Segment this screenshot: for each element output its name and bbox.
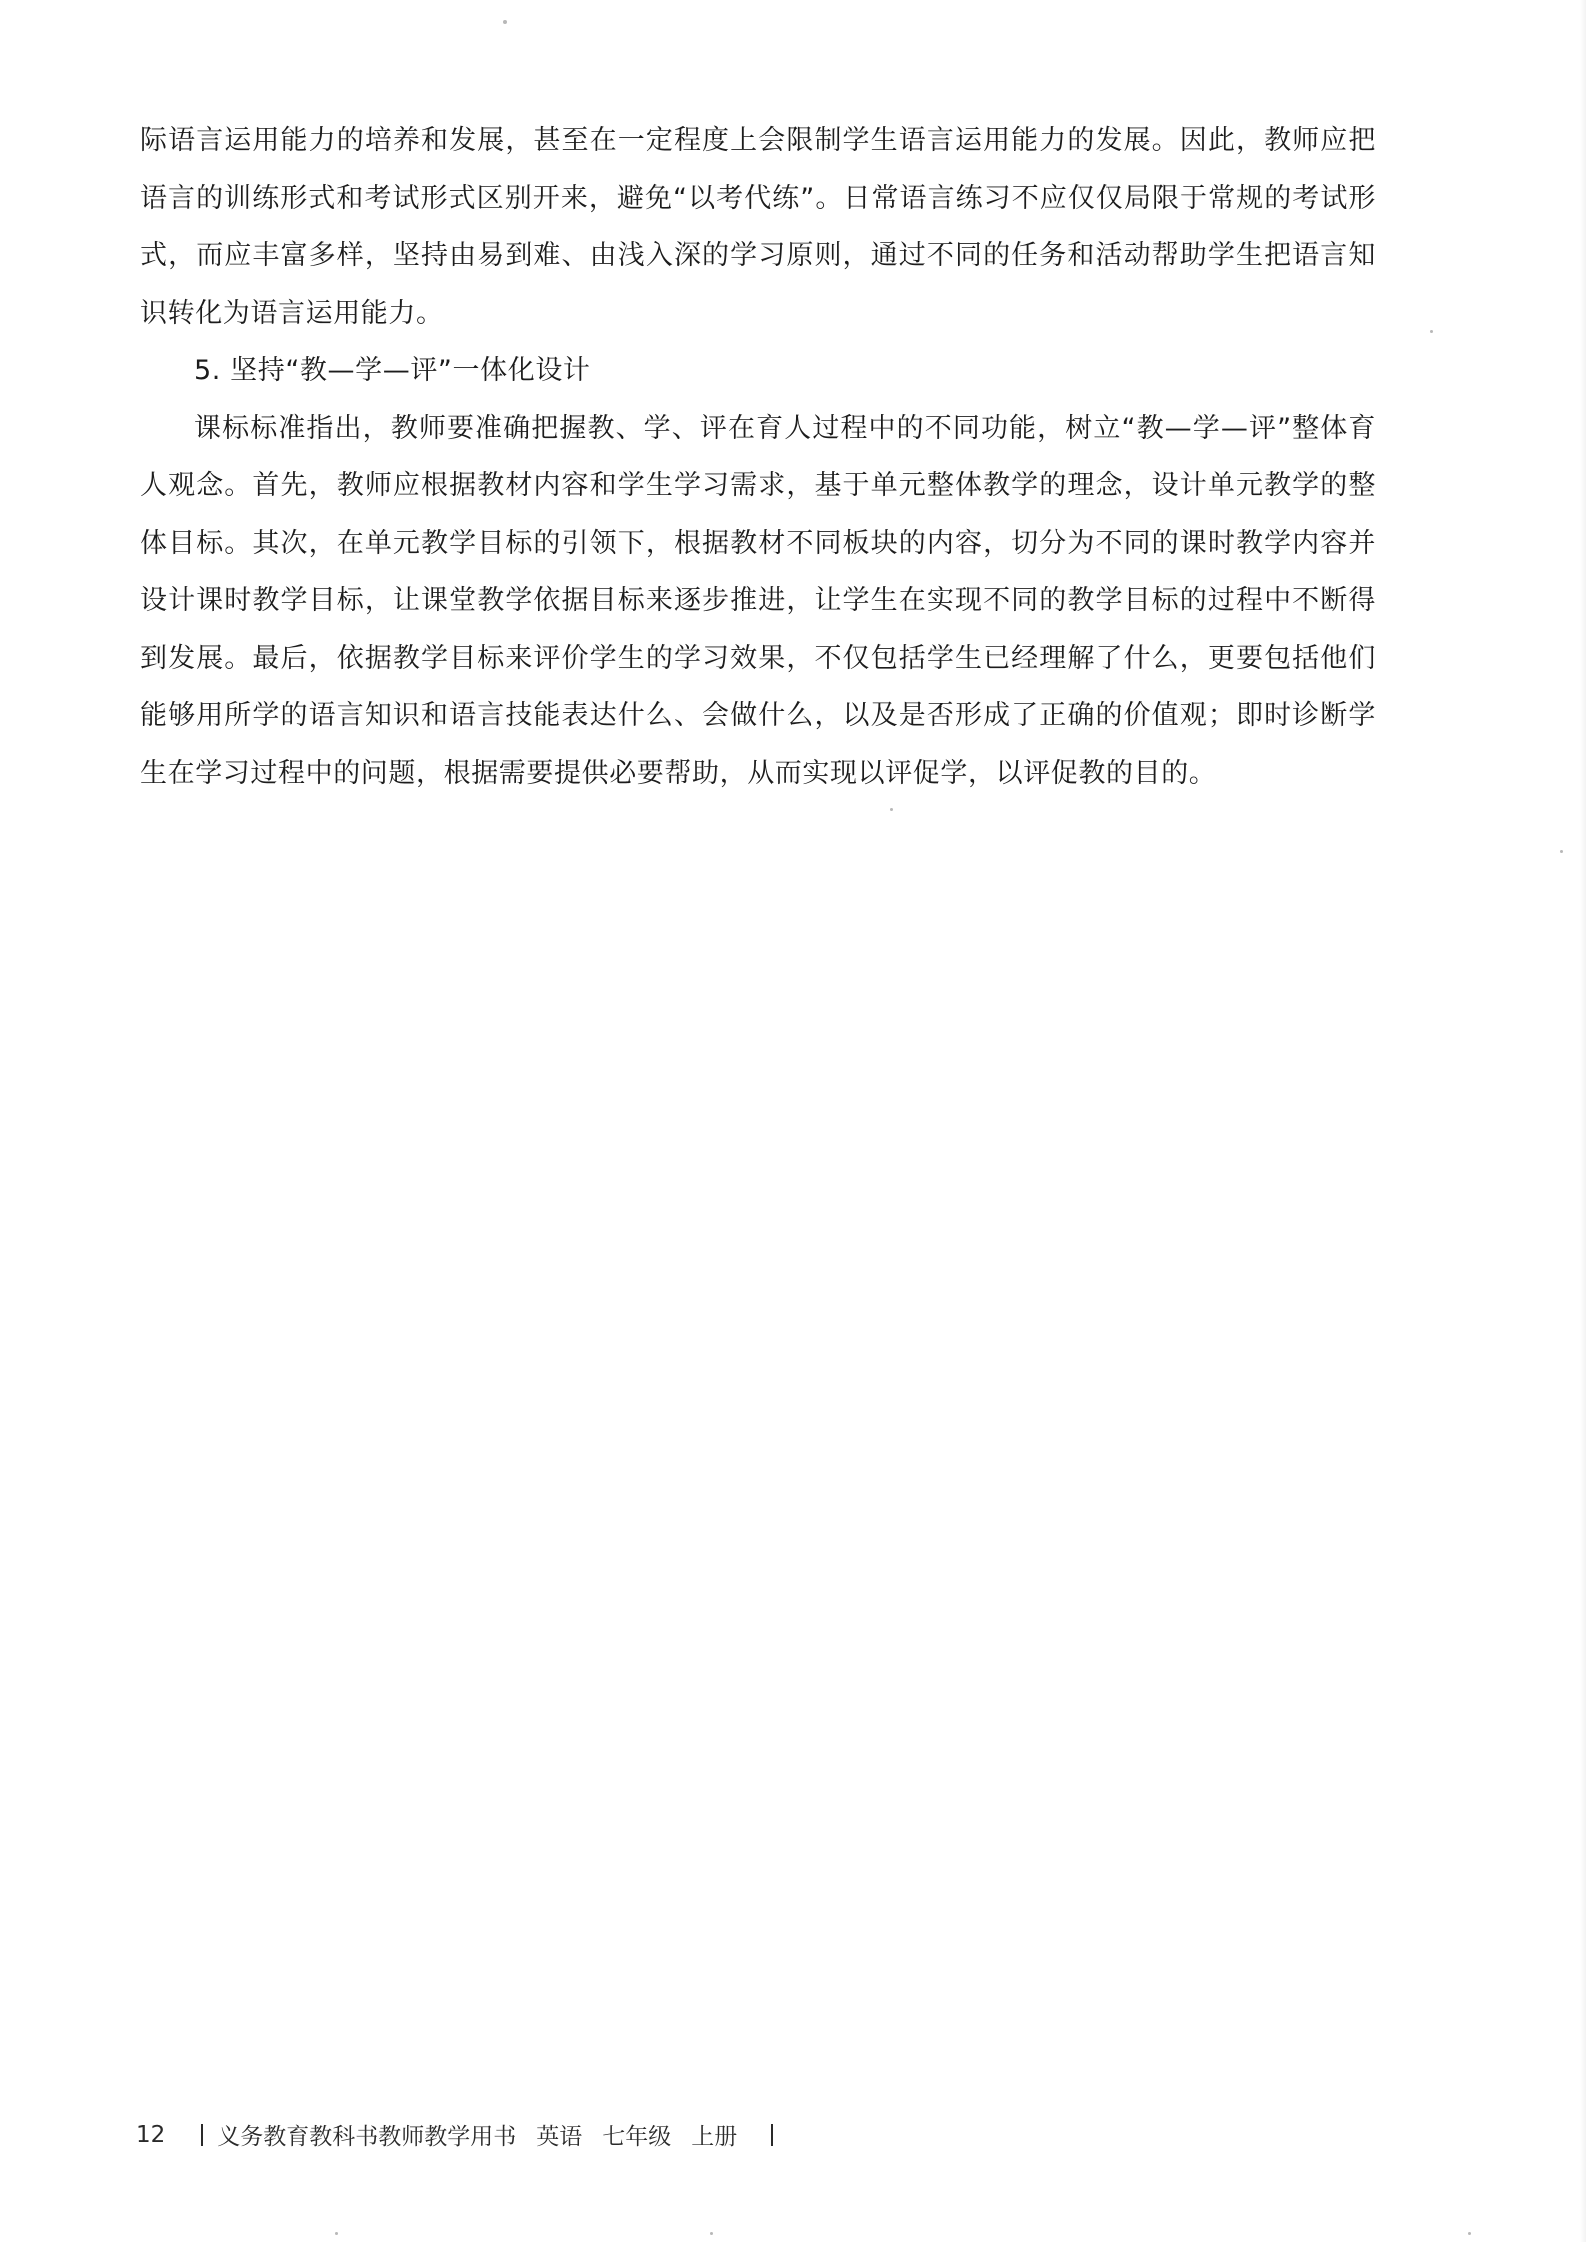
scan-speck (1468, 2232, 1471, 2235)
section-heading: 5. 坚持“教—学—评”一体化设计 (194, 355, 591, 386)
scan-speck (890, 808, 893, 811)
scan-speck (1560, 850, 1563, 853)
paragraph-section-5: 课标标准指出，教师要准确把握教、学、评在育人过程中的不同功能，树立“教—学—评”整体育人观念。首先，教师应根据教材内容和学生学习需求，基于单元整体教学的理念，设计单元教学的整体目标。其次，在单元教学目标的引领下，根据教材不同板块的内容，切分为不同的课时教学内容并设计课时教学目标，让课堂教学依据目标来逐步推进，让学生在实现不同的教学目标的过程中不断得到发展。最后，依据教学目标来评价学生的学习效果，不仅包括学生已经理解了什么，更要包括他们能够用所学的语言知识和语言技能表达什么、会做什么，以及是否形成了正确的价值观；即时诊断学生在学习过程中的问题，根据需要提供必要帮助，从而实现以评促学，以评促教的目的。 (140, 412, 1376, 789)
footer-divider-end (771, 2124, 773, 2146)
page-footer (136, 2118, 787, 2151)
scan-edge (1580, 0, 1586, 2242)
paragraph-continued: 际语言运用能力的培养和发展，甚至在一定程度上会限制学生语言运用能力的发展。因此，教师应把语言的训练形式和考试形式区别开来，避免“以考代练”。日常语言练习不应仅仅局限于常规的考试形式，而应丰富多样，坚持由易到难、由浅入深的学习原则，通过不同的任务和活动帮助学生把语言知识转化为语言运用能力。 (140, 125, 1376, 329)
footer-subject: 英语 (536, 2124, 583, 2150)
scan-speck (503, 20, 507, 24)
page-number: 12 (136, 2121, 166, 2148)
footer-volume: 上册 (691, 2124, 738, 2150)
footer-grade: 七年级 (602, 2124, 672, 2150)
footer-divider (201, 2124, 203, 2146)
page-body (140, 112, 1376, 802)
footer-book-title: 义务教育教科书教师教学用书 (217, 2124, 517, 2150)
scan-speck (710, 2232, 713, 2235)
scan-speck (335, 2232, 338, 2235)
scan-speck (1430, 330, 1433, 333)
